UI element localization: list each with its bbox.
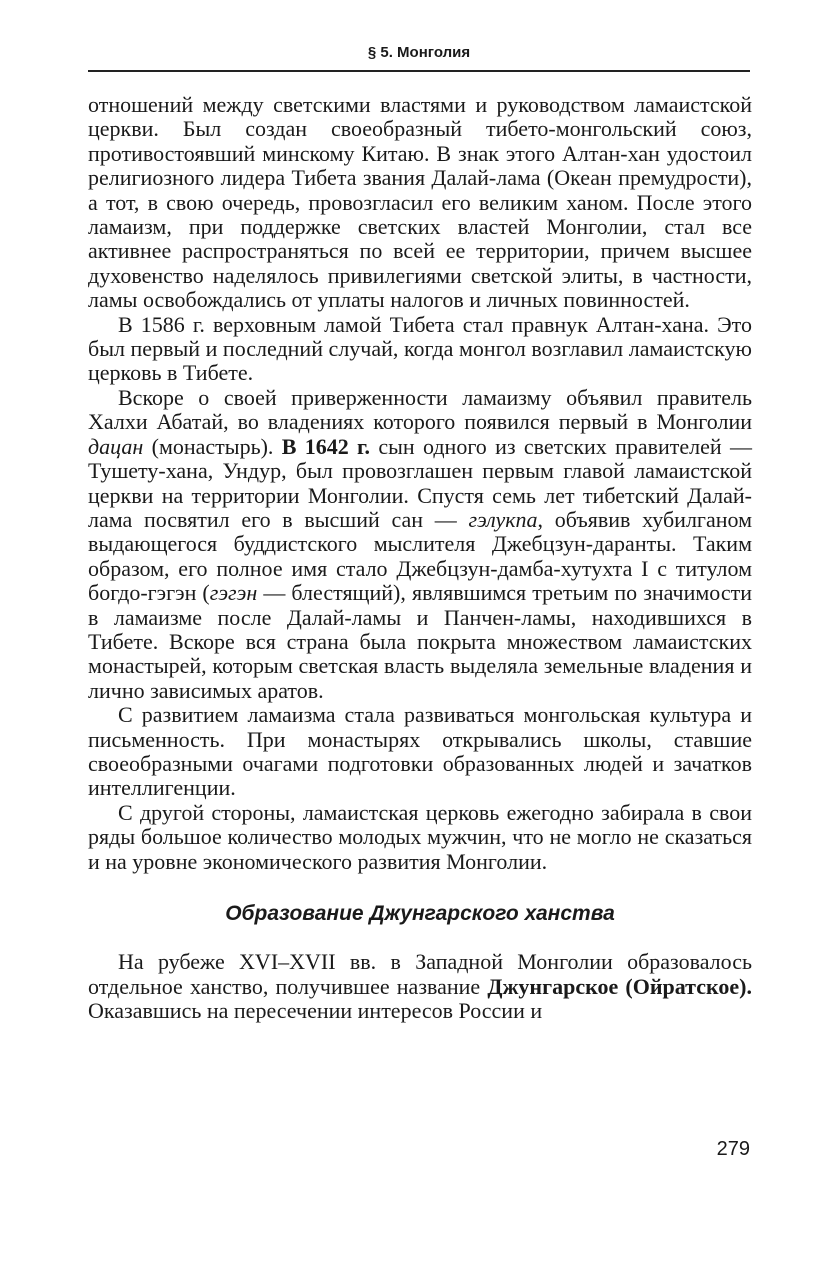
body-text — [88, 93, 752, 1024]
paragraph-3-text-e: — блестящий), являвшимся третьим по значимости в ламаизме после Далай-ламы и Панчен-ламы, находившихся в Тибете. Вскоре вся страна была покрыта множеством ламаистских монастырей, которым светская власть выделяла земельные владения и лично зависимых аратов. — [88, 580, 752, 703]
khanate-name: Джунгарское (Ойратское). — [487, 973, 752, 999]
term-gegen: гэгэн — [209, 580, 258, 606]
year-1642: В 1642 г. — [281, 433, 371, 459]
header-rule — [88, 70, 750, 72]
paragraph-2: В 1586 г. верховным ламой Тибета стал правнук Алтан-хана. Это был первый и последний случай, когда монгол возглавил ламаистскую церковь в Тибете. — [88, 311, 752, 386]
paragraph-3 — [88, 386, 752, 703]
section-paragraph-text-b: Оказавшись на пересечении интересов России и — [88, 998, 543, 1024]
section-paragraph-1 — [88, 950, 752, 1023]
paragraph-3-text-d: , объявив хубилганом выдающегося буддистского мыслителя Джебцзун-даранты. Таким образом, его полное имя стало Джебцзун-дамба-хутухта I с титулом богдо-гэгэн ( — [88, 506, 752, 606]
paragraph-5: С другой стороны, ламаистская церковь ежегодно забирала в свои ряды большое количество молодых мужчин, что не могло не сказаться и на уровне экономического развития Монголии. — [88, 799, 752, 874]
term-gelukpa: гэлукпа — [468, 506, 538, 532]
paragraph-3-text-c: сын одного из светских правителей — Тушету-хана, Ундур, был провозглашен первым главой ламаистской церкви на территории Монголии. Спустя семь лет тибетский Далай-лама посвятил его в высший сан — — [88, 433, 753, 532]
section-paragraph-text-a: На рубеже XVI–XVII вв. в Западной Монголии образовалось отдельное ханство, получившее название — [88, 949, 752, 999]
running-header: § 5. Монголия — [367, 44, 471, 61]
paragraph-3-text-b: (монастырь). — [143, 433, 282, 459]
paragraph-4: С развитием ламаизма стала развиваться монгольская культура и письменность. При монастырях открывались школы, ставшие своеобразными очагами подготовки образованных людей и зачатков интеллигенции. — [88, 702, 752, 801]
paragraph-1: отношений между светскими властями и руководством ламаистской церкви. Был создан своеобразный тибето-монгольский союз, противостоявший минскому Китаю. В знак этого Алтан-хан удостоил религиозного лидера Тибета звания Далай-лама (Океан премудрости), а тот, в свою очередь, провозгласил его великим ханом. После этого ламаизм, при поддержке светских властей Монголии, стал все активнее распространяться по всей ее территории, причем высшее духовенство наделялось привилегиями светской элиты, в частности, ламы освобождались от уплаты налогов и личных повинностей. — [88, 92, 752, 313]
paragraph-3-text-a: Вскоре о своей приверженности ламаизму объявил правитель Халхи Абатай, во владениях которого появился первый в Монголии — [88, 384, 752, 435]
page-number: 279 — [716, 1138, 750, 1160]
term-datsan: дацан — [88, 433, 144, 459]
section-heading: Образование Джунгарского ханства — [225, 902, 615, 925]
